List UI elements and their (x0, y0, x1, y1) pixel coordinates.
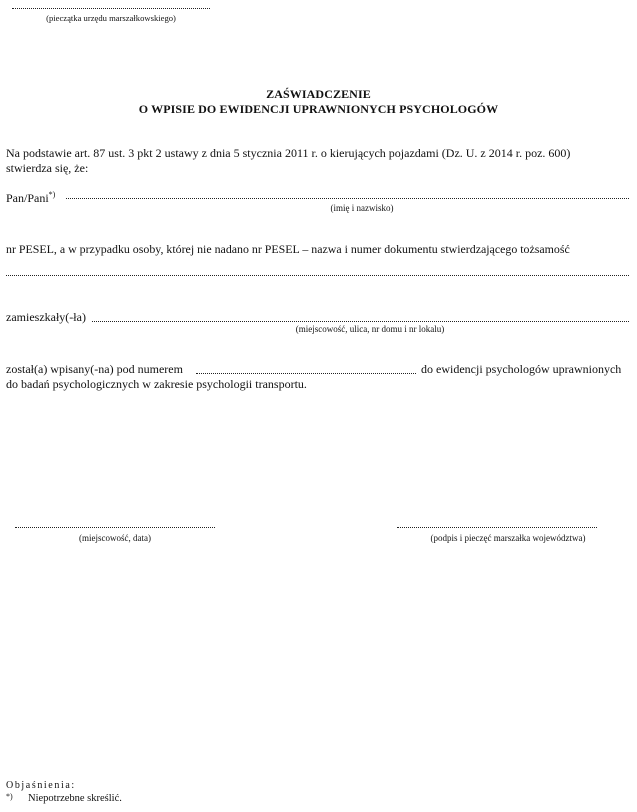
registration-text-part-2: do ewidencji psychologów uprawnionych (421, 362, 622, 376)
address-field[interactable] (92, 321, 629, 322)
stamp-caption: (pieczątka urzędu marszałkowskiego) (46, 13, 176, 23)
address-caption: (miejscowość, ulica, nr domu i nr lokalu) (295, 324, 445, 334)
signature-caption: (podpis i pieczęć marszałka województwa) (430, 533, 586, 543)
notes-marker: *) (6, 792, 13, 801)
pesel-label: nr PESEL, a w przypadku osoby, której nie nadano nr PESEL – nazwa i numer dokumentu stwierdzającego tożsamość (6, 242, 570, 256)
place-date-field[interactable] (15, 527, 215, 528)
document-subtitle: O WPISIE DO EWIDENCJI UPRAWNIONYCH PSYCHOLOGÓW (138, 102, 499, 116)
document-title: ZAŚWIADCZENIE (266, 87, 371, 101)
place-date-caption: (miejscowość, data) (79, 533, 151, 543)
notes-heading: Objaśnienia: (6, 780, 76, 791)
stamp-line (12, 8, 210, 9)
name-field-label (6, 187, 55, 206)
name-caption: (imię i nazwisko) (330, 203, 394, 213)
pesel-field[interactable] (6, 275, 629, 276)
registration-text-part-1: został(a) wpisany(-na) pod numerem (6, 362, 183, 376)
registration-line-2: do badań psychologicznych w zakresie psychologii transportu. (6, 377, 307, 391)
name-field[interactable] (66, 198, 629, 199)
signature-field[interactable] (397, 527, 597, 528)
registration-number-field[interactable] (196, 373, 416, 374)
notes-text: Niepotrzebne skreślić. (28, 793, 122, 804)
address-label: zamieszkały(-ła) (6, 310, 86, 324)
intro-line-2: stwierdza się, że: (6, 161, 89, 175)
intro-line-1: Na podstawie art. 87 ust. 3 pkt 2 ustawy z dnia 5 stycznia 2011 r. o kierujących pojazdami (Dz. U. z 2014 r. poz. 600) (6, 146, 571, 160)
name-footnote-marker: *) (48, 190, 56, 199)
name-label: Pan/Pani (6, 191, 49, 205)
